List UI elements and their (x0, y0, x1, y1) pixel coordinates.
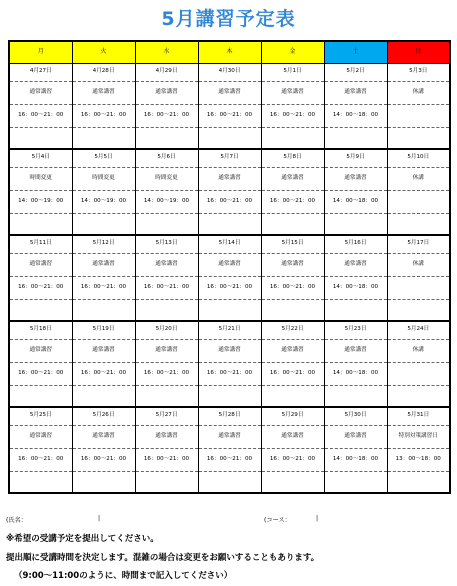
date-cell: 5月30日 (324, 407, 387, 425)
entry-cell[interactable] (72, 471, 135, 493)
date-cell: 4月30日 (198, 63, 261, 81)
course-type-cell: 通常講習 (324, 339, 387, 362)
page-title: 5月講習予定表 (161, 8, 296, 30)
time-cell: 16：00～21：00 (9, 104, 72, 127)
time-cell: 14：00～18：00 (324, 362, 387, 385)
course-type-cell: 時間変更 (72, 167, 135, 190)
entry-cell[interactable] (72, 213, 135, 235)
entry-cell[interactable] (387, 471, 450, 493)
course-type-cell: 通常講習 (135, 253, 198, 276)
weekday-header-sun: 日 (387, 41, 450, 63)
time-cell: 14：00～19：00 (9, 190, 72, 213)
entry-cell[interactable] (387, 299, 450, 321)
course-type-cell: 休講 (387, 253, 450, 276)
course-type-cell: 通常講習 (9, 425, 72, 448)
entry-cell[interactable] (72, 299, 135, 321)
time-cell: 16：00～21：00 (261, 448, 324, 471)
time-cell: 16：00～21：00 (198, 276, 261, 299)
time-cell: 16：00～21：00 (261, 190, 324, 213)
week-5-time-row (9, 448, 450, 471)
time-cell: 16：00～21：00 (9, 448, 72, 471)
entry-cell[interactable] (261, 299, 324, 321)
course-type-cell: 通常講習 (261, 167, 324, 190)
date-cell: 5月9日 (324, 149, 387, 167)
entry-cell[interactable] (9, 299, 72, 321)
weekday-header-sat: 土 (324, 41, 387, 63)
course-separator: | (316, 515, 319, 522)
week-2-time-row (9, 190, 450, 213)
time-cell: 16：00～21：00 (9, 362, 72, 385)
time-cell: 16：00～21：00 (198, 190, 261, 213)
time-cell: 13：00～18：00 (387, 448, 450, 471)
week-3-type-row (9, 253, 450, 276)
week-3-time-row (9, 276, 450, 299)
entry-cell[interactable] (324, 213, 387, 235)
course-type-cell: 通常講習 (198, 425, 261, 448)
time-cell: 16：00～21：00 (198, 104, 261, 127)
date-cell: 5月14日 (198, 235, 261, 253)
name-label: (氏名： (6, 517, 27, 524)
course-type-cell: 通常講習 (261, 425, 324, 448)
date-cell: 5月31日 (387, 407, 450, 425)
week-3-date-row (9, 235, 450, 253)
entry-cell[interactable] (261, 471, 324, 493)
week-5-date-row (9, 407, 450, 425)
course-type-cell: 通常講習 (9, 81, 72, 104)
time-cell: 16：00～21：00 (261, 104, 324, 127)
time-cell: 16：00～21：00 (9, 276, 72, 299)
course-type-cell: 通常講習 (9, 339, 72, 362)
time-cell (387, 104, 450, 127)
course-type-cell: 通常講習 (135, 339, 198, 362)
course-type-cell: 通常講習 (135, 81, 198, 104)
time-cell (387, 276, 450, 299)
course-type-cell: 通常講習 (72, 253, 135, 276)
course-type-cell: 特別対策講習日 (387, 425, 450, 448)
course-type-cell: 休講 (387, 167, 450, 190)
course-type-cell: 休講 (387, 339, 450, 362)
week-4-type-row (9, 339, 450, 362)
weekday-header-mon: 月 (9, 41, 72, 63)
entry-cell[interactable] (261, 127, 324, 149)
date-cell: 5月6日 (135, 149, 198, 167)
weekday-header-tue: 火 (72, 41, 135, 63)
entry-cell[interactable] (198, 127, 261, 149)
course-type-cell: 通常講習 (324, 425, 387, 448)
instruction-line-2: 提出順に受講時間を決定します。混雑の場合は変更をお願いすることもあります。 (6, 553, 320, 563)
week-1-blank-row (9, 127, 450, 149)
week-2-type-row (9, 167, 450, 190)
course-label: (コース： (264, 517, 291, 524)
time-cell (387, 362, 450, 385)
week-2-blank-row (9, 213, 450, 235)
course-type-cell: 時間変更 (135, 167, 198, 190)
date-cell: 5月18日 (9, 321, 72, 339)
time-cell: 16：00～21：00 (72, 448, 135, 471)
time-cell: 16：00～21：00 (135, 104, 198, 127)
entry-cell[interactable] (198, 299, 261, 321)
time-cell: 14：00～19：00 (135, 190, 198, 213)
schedule-table (8, 40, 451, 494)
time-cell: 16：00～21：00 (72, 362, 135, 385)
course-type-cell: 通常講習 (261, 81, 324, 104)
course-type-cell: 通常講習 (72, 339, 135, 362)
date-cell: 5月5日 (72, 149, 135, 167)
weekday-header-thu: 木 (198, 41, 261, 63)
date-cell: 5月7日 (198, 149, 261, 167)
course-type-cell: 通常講習 (72, 81, 135, 104)
time-cell: 16：00～21：00 (135, 362, 198, 385)
date-cell: 5月17日 (387, 235, 450, 253)
week-4-time-row (9, 362, 450, 385)
entry-cell[interactable] (135, 471, 198, 493)
date-cell: 5月20日 (135, 321, 198, 339)
week-4-blank-row (9, 385, 450, 407)
date-cell: 5月21日 (198, 321, 261, 339)
entry-cell[interactable] (261, 213, 324, 235)
instruction-line-1: ※希望の受講予定を提出してください。 (6, 534, 159, 544)
date-cell: 5月10日 (387, 149, 450, 167)
entry-cell[interactable] (9, 385, 72, 407)
entry-cell[interactable] (135, 299, 198, 321)
weekday-header-wed: 水 (135, 41, 198, 63)
week-5-blank-row (9, 471, 450, 493)
course-type-cell: 通常講習 (72, 425, 135, 448)
course-type-cell: 通常講習 (198, 167, 261, 190)
name-separator: | (98, 515, 101, 522)
date-cell: 5月27日 (135, 407, 198, 425)
entry-cell[interactable] (9, 213, 72, 235)
entry-cell[interactable] (387, 213, 450, 235)
entry-cell[interactable] (135, 385, 198, 407)
time-cell: 14：00～19：00 (72, 190, 135, 213)
course-type-cell: 通常講習 (324, 253, 387, 276)
entry-cell[interactable] (135, 213, 198, 235)
course-type-cell: 通常講習 (9, 253, 72, 276)
entry-cell[interactable] (9, 471, 72, 493)
date-cell: 5月15日 (261, 235, 324, 253)
time-cell: 14：00～18：00 (324, 276, 387, 299)
course-type-cell: 休講 (387, 81, 450, 104)
time-cell: 14：00～18：00 (324, 104, 387, 127)
time-cell: 16：00～21：00 (261, 276, 324, 299)
course-type-cell: 通常講習 (198, 81, 261, 104)
week-3-blank-row (9, 299, 450, 321)
time-cell: 16：00～21：00 (135, 276, 198, 299)
weekday-header-row (9, 41, 450, 63)
time-cell (387, 190, 450, 213)
entry-cell[interactable] (324, 471, 387, 493)
date-cell: 4月27日 (9, 63, 72, 81)
entry-cell[interactable] (198, 213, 261, 235)
date-cell: 5月13日 (135, 235, 198, 253)
time-cell: 16：00～21：00 (198, 448, 261, 471)
date-cell: 5月4日 (9, 149, 72, 167)
time-cell: 16：00～21：00 (72, 104, 135, 127)
entry-cell[interactable] (9, 127, 72, 149)
date-cell: 5月28日 (198, 407, 261, 425)
entry-cell[interactable] (198, 385, 261, 407)
entry-cell[interactable] (261, 385, 324, 407)
entry-cell[interactable] (198, 471, 261, 493)
time-cell: 16：00～21：00 (261, 362, 324, 385)
week-2-date-row (9, 149, 450, 167)
entry-cell[interactable] (387, 127, 450, 149)
date-cell: 5月19日 (72, 321, 135, 339)
time-cell: 16：00～21：00 (72, 276, 135, 299)
date-cell: 5月22日 (261, 321, 324, 339)
date-cell: 5月12日 (72, 235, 135, 253)
course-type-cell: 通常講習 (324, 167, 387, 190)
date-cell: 5月16日 (324, 235, 387, 253)
time-cell: 14：00～18：00 (324, 190, 387, 213)
date-cell: 5月2日 (324, 63, 387, 81)
date-cell: 5月11日 (9, 235, 72, 253)
entry-cell[interactable] (72, 127, 135, 149)
course-type-cell: 時間変更 (9, 167, 72, 190)
date-cell: 5月25日 (9, 407, 72, 425)
date-cell: 5月26日 (72, 407, 135, 425)
entry-cell[interactable] (135, 127, 198, 149)
time-cell: 16：00～21：00 (135, 448, 198, 471)
date-cell: 5月8日 (261, 149, 324, 167)
date-cell: 4月28日 (72, 63, 135, 81)
entry-cell[interactable] (387, 385, 450, 407)
entry-cell[interactable] (324, 299, 387, 321)
date-cell: 5月23日 (324, 321, 387, 339)
course-type-cell: 通常講習 (135, 425, 198, 448)
entry-cell[interactable] (324, 385, 387, 407)
entry-cell[interactable] (72, 385, 135, 407)
date-cell: 5月3日 (387, 63, 450, 81)
date-cell: 5月29日 (261, 407, 324, 425)
week-4-date-row (9, 321, 450, 339)
date-cell: 5月1日 (261, 63, 324, 81)
course-type-cell: 通常講習 (261, 253, 324, 276)
week-1-date-row (9, 63, 450, 81)
week-5-type-row (9, 425, 450, 448)
course-type-cell: 通常講習 (261, 339, 324, 362)
course-type-cell: 通常講習 (198, 253, 261, 276)
week-1-type-row (9, 81, 450, 104)
instruction-line-3: （9:00～11:00のように、時間まで記入してください） (14, 571, 233, 581)
time-cell: 16：00～21：00 (198, 362, 261, 385)
course-type-cell: 通常講習 (324, 81, 387, 104)
name-course-line (6, 515, 451, 527)
week-1-time-row (9, 104, 450, 127)
date-cell: 5月24日 (387, 321, 450, 339)
weekday-header-fri: 金 (261, 41, 324, 63)
entry-cell[interactable] (324, 127, 387, 149)
time-cell: 14：00～18：00 (324, 448, 387, 471)
date-cell: 4月29日 (135, 63, 198, 81)
schedule-body (9, 63, 450, 493)
course-type-cell: 通常講習 (198, 339, 261, 362)
